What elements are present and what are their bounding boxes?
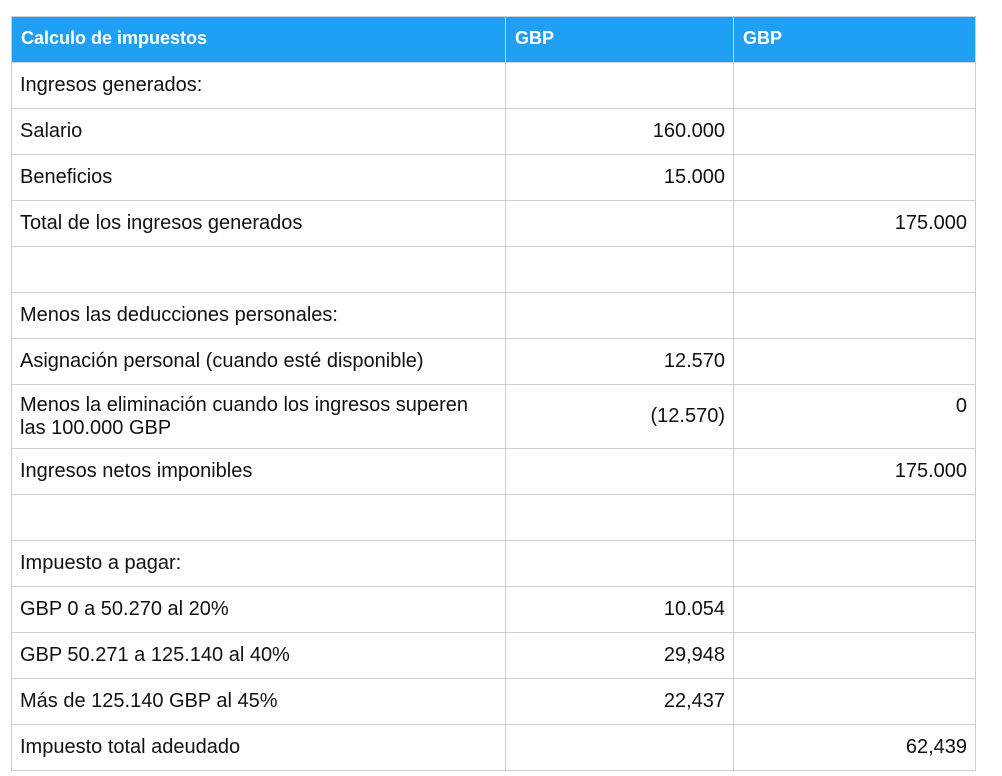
table-row [12, 725, 976, 771]
table-row [12, 587, 976, 633]
row-subtotal: 29,948 [506, 633, 734, 679]
row-label: Menos la eliminación cuando los ingresos superen las 100.000 GBP [12, 385, 506, 449]
row-label: Menos las deducciones personales: [12, 293, 506, 339]
row-subtotal: (12.570) [506, 385, 734, 449]
row-label: GBP 0 a 50.270 al 20% [12, 587, 506, 633]
row-total [734, 541, 976, 587]
column-header-gbp-subtotal: GBP [506, 17, 734, 63]
row-subtotal [506, 449, 734, 495]
row-total [734, 495, 976, 541]
table-row [12, 541, 976, 587]
column-header-concept: Calculo de impuestos [12, 17, 506, 63]
row-total: 0 [734, 385, 976, 449]
table-header-row [12, 17, 976, 63]
row-label: Ingresos netos imponibles [12, 449, 506, 495]
row-total [734, 63, 976, 109]
table-row [12, 633, 976, 679]
row-label: Ingresos generados: [12, 63, 506, 109]
row-label: Total de los ingresos generados [12, 201, 506, 247]
row-subtotal: 22,437 [506, 679, 734, 725]
row-total [734, 587, 976, 633]
table-row-empty [12, 247, 976, 293]
row-label [12, 495, 506, 541]
tax-calculation-table [11, 16, 976, 771]
table-row [12, 109, 976, 155]
column-header-gbp-total: GBP [734, 17, 976, 63]
row-label: GBP 50.271 a 125.140 al 40% [12, 633, 506, 679]
row-total [734, 339, 976, 385]
row-subtotal [506, 541, 734, 587]
table-row [12, 155, 976, 201]
table-row [12, 679, 976, 725]
row-subtotal: 160.000 [506, 109, 734, 155]
row-total [734, 109, 976, 155]
row-label: Salario [12, 109, 506, 155]
row-subtotal: 15.000 [506, 155, 734, 201]
row-total [734, 633, 976, 679]
row-subtotal [506, 293, 734, 339]
row-subtotal [506, 63, 734, 109]
table-row [12, 201, 976, 247]
table-row [12, 385, 976, 449]
row-label: Impuesto total adeudado [12, 725, 506, 771]
tax-calculation-container [11, 16, 976, 771]
row-label [12, 247, 506, 293]
table-row-empty [12, 495, 976, 541]
row-subtotal [506, 247, 734, 293]
row-label: Más de 125.140 GBP al 45% [12, 679, 506, 725]
table-row [12, 339, 976, 385]
table-row [12, 449, 976, 495]
row-label: Beneficios [12, 155, 506, 201]
row-label: Impuesto a pagar: [12, 541, 506, 587]
row-label: Asignación personal (cuando esté disponible) [12, 339, 506, 385]
row-subtotal [506, 725, 734, 771]
row-subtotal [506, 201, 734, 247]
row-total: 175.000 [734, 449, 976, 495]
row-subtotal: 12.570 [506, 339, 734, 385]
table-row [12, 63, 976, 109]
row-total [734, 155, 976, 201]
row-subtotal [506, 495, 734, 541]
row-total: 175.000 [734, 201, 976, 247]
table-row [12, 293, 976, 339]
row-total [734, 679, 976, 725]
row-total [734, 293, 976, 339]
row-total [734, 247, 976, 293]
row-total: 62,439 [734, 725, 976, 771]
row-subtotal: 10.054 [506, 587, 734, 633]
